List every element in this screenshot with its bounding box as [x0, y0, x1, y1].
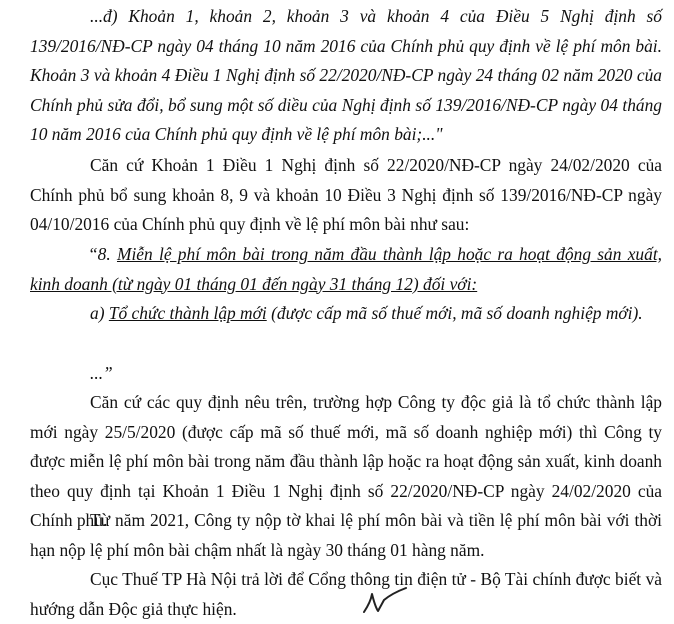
closing-text: Cục Thuế TP Hà Nội trả lời để Cổng thông tin điện tử - Bộ Tài chính được biết và hướng dẫn Độc giả thực hiện.: [30, 569, 662, 619]
paragraph-clause-a: [30, 299, 662, 329]
conclusion-text: Căn cứ các quy định nêu trên, trường hợp Công ty độc giả là tổ chức thành lập mới ngày 25/5/2020 (được cấp mã số thuế mới, mã số doanh nghiệp mới) thì Công ty được miễn lệ phí môn bài trong năm đầu thành lập hoặc ra hoạt động sản xuất, kinh doanh theo quy định tại Khoản 1 Điều 1 Nghị định số 22/2020/NĐ-CP ngày 24/02/2020 của Chính phủ.: [30, 392, 662, 530]
paragraph-legal-basis: [30, 151, 662, 240]
paragraph-from-2021: [30, 506, 662, 565]
clause-8-text: Miễn lệ phí môn bài trong năm đầu thành lập hoặc ra hoạt động sản xuất, kinh doanh (từ ngày 01 tháng 01 đến ngày 31 tháng 12) đối với:: [30, 244, 662, 294]
legal-basis-text: Căn cứ Khoản 1 Điều 1 Nghị định số 22/2020/NĐ-CP ngày 24/02/2020 của Chính phủ bổ sung khoản 8, 9 và khoản 10 Điều 3 Nghị định số 139/2016/NĐ-CP ngày 04/10/2016 của Chính phủ quy định về lệ phí môn bài như sau:: [30, 155, 662, 234]
from-2021-text: Từ năm 2021, Công ty nộp tờ khai lệ phí môn bài và tiền lệ phí môn bài với thời hạn nộp lệ phí môn bài chậm nhất là ngày 30 tháng 01 hàng năm.: [30, 510, 662, 560]
clause-a-prefix: a): [90, 303, 109, 323]
clause-8-number: “8.: [88, 244, 117, 264]
ellipsis-text: ...”: [90, 363, 113, 383]
clause-a-underlined: Tổ chức thành lập mới: [108, 303, 267, 323]
paragraph-clause-8: [30, 240, 662, 299]
quoted-regulation-text: ...đ) Khoản 1, khoản 2, khoản 3 và khoản 4 của Điều 5 Nghị định số 139/2016/NĐ-CP ngày 04 tháng 10 năm 2016 của Chính phủ quy định về lệ phí môn bài. Khoản 3 và khoản 4 Điều 1 Nghị định số 22/2020/NĐ-CP ngày 24 tháng 02 năm 2020 của Chính phủ sửa đổi, bổ sung một số diều của Nghị định số 139/2016/NĐ-CP ngày 04 tháng 10 năm 2016 của Chính phủ quy định về lệ phí môn bài;...": [30, 6, 662, 144]
paragraph-closing: [30, 565, 662, 624]
paragraph-quoted-regulation: [30, 2, 662, 150]
clause-a-suffix: (được cấp mã số thuế mới, mã số doanh nghiệp mới).: [266, 303, 643, 323]
paragraph-ellipsis: [30, 359, 662, 389]
signature-mark-icon: [362, 586, 408, 616]
